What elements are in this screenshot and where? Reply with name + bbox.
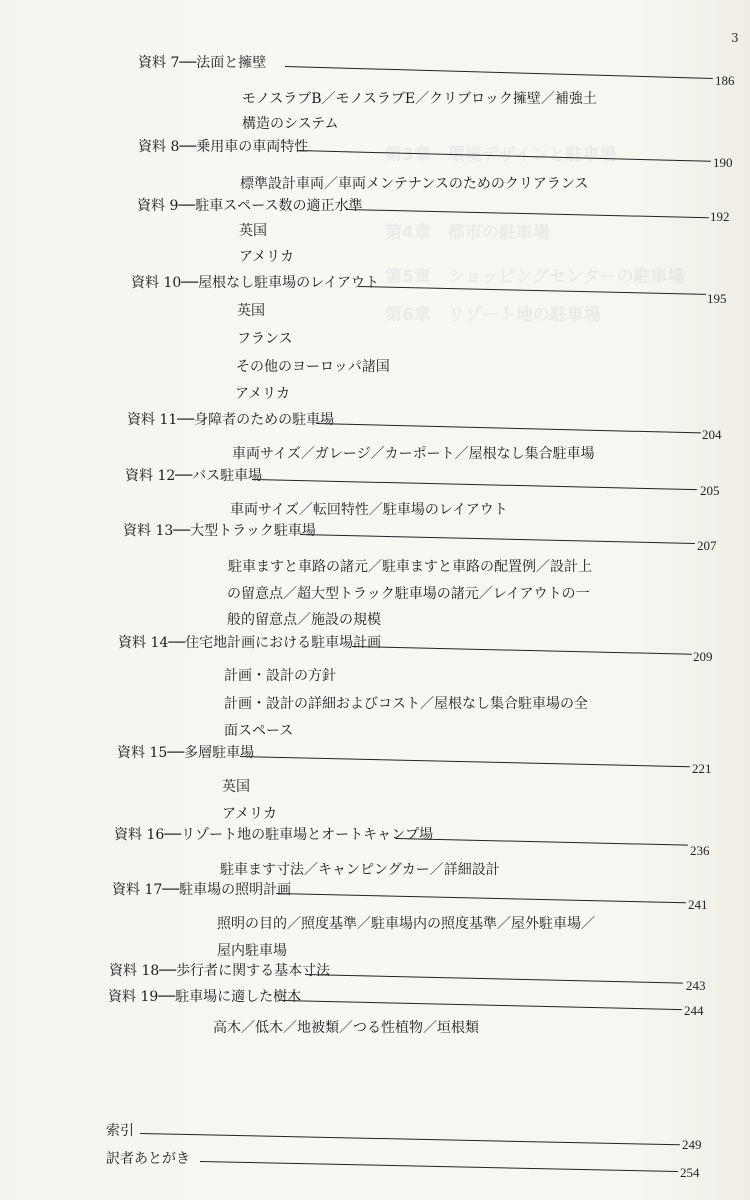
toc-entry-16[interactable]: 資料 16──リゾート地の駐車場とオートキャンプ場 (114, 827, 434, 843)
toc-entry-9[interactable]: 資料 9──駐車スペース数の適正水準 (137, 198, 363, 214)
dot-leader (276, 893, 686, 903)
toc-entry-15[interactable]: 資料 15──多層駐車場 (117, 745, 255, 761)
toc-subentry: 駐車ますと車路の諸元／駐車ますと車路の配置例／設計上 (228, 559, 592, 575)
toc-subentry: 面スペース (224, 723, 294, 739)
page-number: 3 (731, 31, 739, 45)
dot-leader (358, 286, 706, 295)
toc-page-number: 207 (697, 538, 717, 553)
toc-subentry: 標準設計車両／車両メンテナンスのためのクリアランス (240, 176, 589, 192)
toc-page-number: 186 (715, 73, 735, 88)
toc-subentry: 計画・設計の詳細およびコスト／屋根なし集合駐車場の全 (224, 696, 588, 712)
toc-page-number: 221 (692, 761, 712, 776)
toc-entry-7[interactable]: 資料 7──法面と擁壁 (138, 55, 267, 71)
toc-entry-afterword[interactable]: 訳者あとがき (106, 1151, 190, 1167)
bleed-through-text: 第6章 リゾート地の駐車場 (385, 305, 601, 325)
bleed-through-text: 第3章 環境デザインと駐車場 (385, 145, 617, 165)
dot-leader (140, 1133, 680, 1145)
bleed-through-text: 第5章 ショッピングセンターの駐車場 (385, 267, 685, 287)
toc-subentry: の留意点／超大型トラック駐車場の諸元／レイアウトの一 (227, 586, 590, 602)
toc-page-number: 249 (682, 1137, 702, 1152)
toc-subentry: モノスラブB／モノスラブE／クリブロック擁壁／補強土 (242, 91, 597, 107)
toc-page-number: 236 (690, 843, 710, 858)
toc-entry-14[interactable]: 資料 14──住宅地計画における駐車場計画 (118, 635, 382, 651)
toc-subentry: アメリカ (235, 386, 291, 402)
toc-page-number: 195 (707, 291, 727, 306)
toc-subentry: 照明の目的／照度基準／駐車場内の照度基準／屋外駐車場／ (217, 916, 595, 932)
dot-leader (300, 534, 695, 544)
bleed-through-text: 第4章 都市の駐車場 (385, 223, 550, 243)
toc-page-number: 190 (713, 155, 733, 170)
toc-subentry: 英国 (239, 223, 267, 239)
dot-leader (396, 838, 688, 846)
toc-subentry: 屋内駐車場 (217, 943, 287, 959)
toc-page-number: 192 (710, 209, 730, 224)
toc-subentry: 構造のシステム (242, 116, 339, 132)
toc-page-number: 204 (702, 427, 722, 442)
toc-page-number: 241 (688, 897, 708, 912)
dot-leader (252, 479, 697, 490)
toc-entry-12[interactable]: 資料 12──バス駐車場 (125, 468, 263, 484)
toc-entry-18[interactable]: 資料 18──歩行者に関する基本寸法 (109, 963, 331, 979)
toc-subentry: 車両サイズ／ガレージ／カーポート／屋根なし集合駐車場 (232, 446, 595, 462)
dot-leader (352, 646, 692, 655)
toc-subentry: フランス (237, 331, 293, 347)
toc-subentry: 計画・設計の方針 (224, 668, 336, 684)
toc-subentry: 英国 (237, 303, 265, 319)
dot-leader (285, 66, 713, 79)
toc-entry-index[interactable]: 索引 (106, 1123, 134, 1139)
dot-leader (240, 756, 690, 767)
toc-entry-10[interactable]: 資料 10──屋根なし駐車場のレイアウト (131, 275, 380, 291)
dot-leader (346, 209, 709, 218)
toc-subentry: 般的留意点／施設の規模 (227, 612, 381, 628)
toc-subentry: アメリカ (239, 249, 295, 265)
toc-subentry: 車両サイズ／転回特性／駐車場のレイアウト (230, 502, 508, 518)
toc-entry-8[interactable]: 資料 8──乗用車の車両特性 (138, 139, 309, 155)
toc-subentry: その他のヨーロッパ諸国 (236, 359, 390, 375)
dot-leader (316, 423, 701, 433)
toc-page-number: 205 (700, 483, 720, 498)
dot-leader (282, 1000, 682, 1010)
toc-page-number: 244 (684, 1003, 704, 1018)
toc-page-number: 243 (686, 978, 706, 993)
toc-subentry: 駐車ます寸法／キャンピングカー／詳細設計 (220, 862, 500, 878)
toc-entry-11[interactable]: 資料 11──身障者のための駐車場 (127, 412, 335, 428)
toc-entry-17[interactable]: 資料 17──駐車場の照明計画 (112, 882, 292, 898)
toc-subentry: 高木／低木／地被類／つる性植物／垣根類 (213, 1020, 479, 1036)
toc-entry-13[interactable]: 資料 13──大型トラック駐車場 (123, 523, 316, 539)
toc-page-number: 254 (680, 1165, 700, 1180)
toc-entry-19[interactable]: 資料 19──駐車場に適した樹木 (108, 989, 302, 1005)
toc-subentry: 英国 (222, 779, 250, 795)
dot-leader (200, 1161, 678, 1172)
dot-leader (305, 974, 683, 984)
toc-page-number: 209 (693, 649, 713, 664)
toc-subentry: アメリカ (222, 806, 278, 822)
